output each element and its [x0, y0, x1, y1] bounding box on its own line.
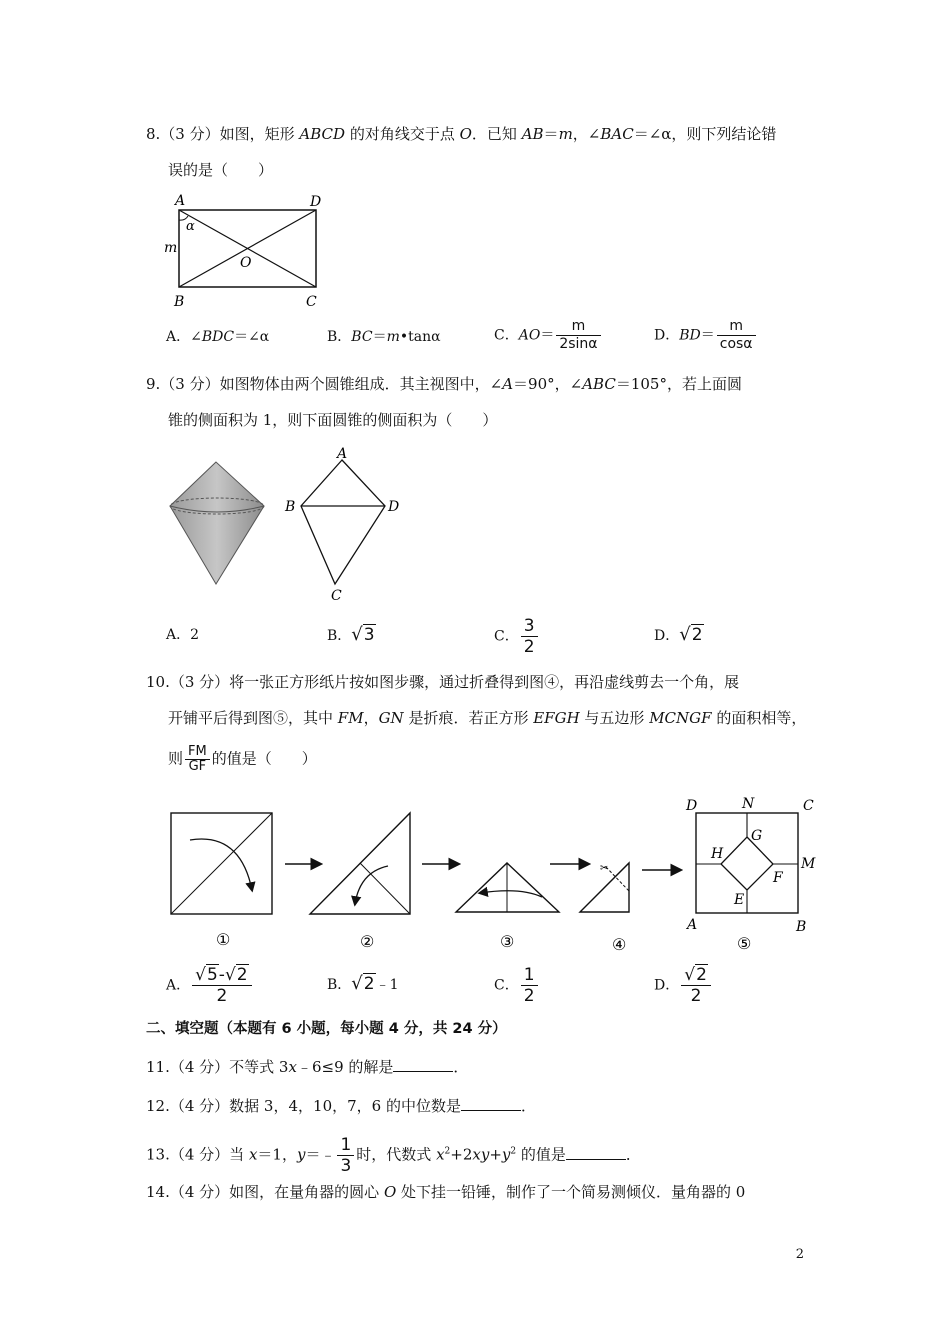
q8-label-m: m — [164, 240, 178, 256]
q10-caption-3: ③ — [500, 932, 515, 951]
q10-caption-2: ② — [360, 932, 375, 951]
q10-option-a[interactable]: A． $\frac{√5-√2}{2}$ — [166, 965, 254, 1006]
q9-label-b: B — [285, 499, 296, 515]
q10-caption-5: ⑤ — [737, 934, 752, 953]
q10-fig5-label-h: H — [711, 846, 724, 862]
q8-label-alpha: α — [186, 219, 195, 234]
q10-step1-square — [171, 813, 272, 914]
q10-step3-triangle — [456, 863, 559, 912]
q10-fig5-label-g: G — [751, 828, 763, 844]
q10-fig5-label-m: M — [801, 856, 816, 872]
q10-fm-over-gf-fraction: $\frac{FM}{GF}$ — [185, 745, 210, 774]
q13-answer-blank[interactable] — [566, 1145, 626, 1160]
q9-option-d[interactable]: D．√2 — [654, 623, 704, 648]
q8-label-c: C — [306, 294, 317, 310]
q8-label-b: B — [174, 294, 185, 310]
q10-fig5-label-e: E — [734, 892, 745, 908]
q9-option-b-sqrt: √3 — [351, 624, 375, 645]
q12: 12.（4 分）数据 3，4，10，7，6 的中位数是 ． — [146, 1097, 536, 1115]
q8-label-d: D — [310, 194, 322, 210]
q10-fig5-label-a: A — [687, 917, 698, 933]
q8-option-a[interactable]: A．∠BDC＝∠α — [166, 329, 270, 345]
q9-option-c-fraction: $\frac{3}{2}$ — [521, 616, 538, 657]
section-2-heading: 二、填空题（本题有 6 小题，每小题 4 分，共 24 分） — [146, 1021, 507, 1037]
q9-option-a[interactable]: A．2 — [166, 627, 200, 643]
page-number: 2 — [795, 1247, 804, 1262]
q13-fraction: $\frac{1}{3}$ — [337, 1135, 354, 1176]
q8-line2: 误的是（ ） — [168, 161, 274, 179]
q8-label-a: A — [175, 193, 186, 209]
q8-option-d-fraction: $\frac{m}{\cos\alpha}$ — [717, 318, 756, 353]
q10-option-b-sqrt: √2 — [351, 973, 375, 994]
q10-fig5-label-f: F — [773, 870, 783, 886]
q9-line2: 锥的侧面积为 1，则下面圆锥的侧面积为（ ） — [168, 411, 498, 429]
q10-caption-1: ① — [216, 930, 231, 949]
q8-rectangle-figure — [160, 190, 330, 312]
q8-line1: 8.（3 分）如图，矩形 ABCD 的对角线交于点 O．已知 AB＝m，∠BAC＝∠α，则下列结论错 — [146, 125, 777, 143]
q10-step5-square — [685, 796, 816, 935]
q10-line3: 则 $\frac{FM}{GF}$ 的值是（ ） — [168, 744, 317, 774]
q10-option-d[interactable]: D． $\frac{√2}{2}$ — [654, 965, 713, 1006]
q9-line1: 9.（3 分）如图物体由两个圆锥组成．其主视图中，∠A＝90°，∠ABC＝105°，若上面圆 — [146, 375, 742, 393]
q10-step4-triangle — [580, 863, 629, 912]
q9-option-b[interactable]: B．√3 — [327, 623, 376, 648]
q10-fig5-label-n: N — [742, 796, 755, 812]
q12-answer-blank[interactable] — [461, 1096, 521, 1111]
q10-fig5-label-b: B — [796, 919, 807, 935]
q10-fig5-label-c: C — [803, 798, 814, 814]
q9-front-view-figure — [280, 442, 410, 604]
q10-option-a-fraction: $\frac{√5-√2}{2}$ — [192, 965, 251, 1006]
q10-option-c-fraction: $\frac{1}{2}$ — [521, 965, 538, 1006]
q10-step2-triangle — [310, 813, 410, 914]
q9-label-d: D — [388, 499, 400, 515]
q10-option-d-fraction: $\frac{√2}{2}$ — [681, 965, 711, 1006]
q10-fig5-label-d: D — [686, 798, 698, 814]
q11: 11.（4 分）不等式 3x﹣6≤9 的解是 ． — [146, 1058, 469, 1076]
q9-option-d-sqrt: √2 — [679, 624, 703, 645]
q8-label-o: O — [240, 255, 252, 271]
q10-folding-steps-figure — [160, 792, 830, 962]
q8-option-c-fraction: $\frac{m}{2\sin\alpha}$ — [556, 318, 600, 353]
q9-double-cone-solid — [166, 458, 270, 588]
q13: 13.（4 分）当 x＝1，y＝﹣ $\frac{1}{3}$ 时，代数式 $x^2+2xy+y^2$ 的值是 ． — [146, 1135, 641, 1176]
q8-option-b[interactable]: B．BC＝m•tanα — [327, 329, 441, 345]
q10-option-c[interactable]: C． $\frac{1}{2}$ — [494, 965, 540, 1006]
q9-label-a: A — [337, 446, 348, 462]
q10-option-b[interactable]: B．√2﹣1 — [327, 972, 399, 997]
q9-label-c: C — [331, 588, 342, 604]
q10-caption-4: ④ — [612, 935, 627, 954]
q10-line1: 10.（3 分）将一张正方形纸片按如图步骤，通过折叠得到图④，再沿虚线剪去一个角，展 — [146, 673, 740, 691]
scissors-icon: ✂ — [600, 863, 609, 874]
q10-line2: 开铺平后得到图⑤，其中 FM，GN 是折痕．若正方形 EFGH 与五边形 MCNGF 的面积相等， — [168, 709, 807, 727]
q14-line1: 14.（4 分）如图，在量角器的圆心 O 处下挂一铅锤，制作了一个简易测倾仪．量角器的 0 — [146, 1183, 746, 1201]
q9-option-c[interactable]: C． $\frac{3}{2}$ — [494, 616, 540, 657]
q8-option-d[interactable]: D．BD＝ $\frac{m}{\cos\alpha}$ — [654, 318, 758, 353]
q11-answer-blank[interactable] — [393, 1057, 453, 1072]
q8-option-c[interactable]: C．AO＝ $\frac{m}{2\sin\alpha}$ — [494, 318, 603, 353]
